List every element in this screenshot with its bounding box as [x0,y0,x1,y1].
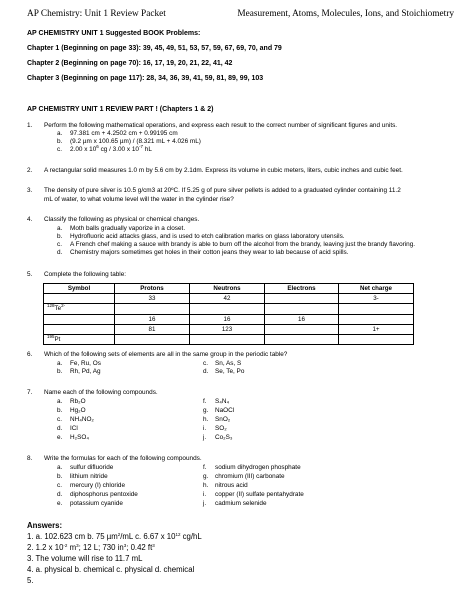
header-topics: Measurement, Atoms, Molecules, Ions, and Stoichiometry [237,9,454,19]
answers-title: Answers: [27,521,63,530]
q6-number: 6. [27,351,33,358]
q1-b-label: b. [57,138,63,145]
q4-a-label: a. [57,225,63,232]
q7-j: Co₂S₃ [215,434,233,441]
q8-e-label: e. [57,500,63,507]
review-title: AP CHEMISTRY UNIT 1 REVIEW PART ! (Chapters 1 & 2) [27,106,214,113]
table-cell [265,324,339,334]
table-cell-symbol: $^{128}Te^{2-}$ [44,304,115,314]
q7-g-label: g. [203,407,209,414]
table-header-cell: Neutrons [190,284,265,294]
table-row [44,294,414,304]
q4-number: 4. [27,216,33,223]
table-cell [190,304,265,314]
q8-f: sodium dihydrogen phosphate [215,464,301,471]
table-cell: 16 [265,314,339,324]
q6-a: Fe, Ru, Os [70,360,101,367]
table-cell [265,294,339,304]
q7-b-label: b. [57,407,63,414]
q2-number: 2. [27,167,33,174]
table-cell [339,334,414,344]
table-cell: 81 [115,324,190,334]
q4-b-label: b. [57,233,63,240]
q7-b: Hg₂O [70,407,86,414]
q7-i-label: i. [203,425,207,432]
table-cell: 1+ [339,324,414,334]
q8-e: potassium cyanide [70,500,123,507]
answer-1: 1. a. 102.623 cm b. 75 µm$^2$/mL c. 6.67 x $10^{12}$ cg/hL [27,532,202,541]
table-header-cell: Symbol [44,284,115,294]
q6-d: Se, Te, Po [215,368,245,375]
q4-b: Hydrofluoric acid attacks glass, and is used to etch calibration marks on glass laboratory utensils. [70,233,345,240]
q6-c-label: c. [203,360,208,367]
q3-line-1: The density of pure silver is 10.5 g/cm3 at 20ºC. If 5.25 g of pure silver pellets is added to a graduated cylinder containing 11.2 [44,187,401,194]
table-cell [115,304,190,314]
q8-d: diphosphorus pentoxide [70,491,138,498]
q1-a-label: a. [57,130,63,137]
table-cell: 33 [115,294,190,304]
table-cell-symbol: $^{195}$Pt [44,334,115,344]
table-cell: 16 [190,314,265,324]
q1-text: Perform the following mathematical operations, and express each result to the correct number of significant figures and units. [44,122,398,129]
suggested-title: AP CHEMISTRY UNIT 1 Suggested BOOK Problems: [27,30,201,37]
q4-d: Chemistry majors sometimes get holes in their cotton jeans they wear to lab because of acid spills. [70,249,349,256]
q8-b-label: b. [57,473,63,480]
q7-f: S₄N₄ [215,398,230,405]
q7-text: Name each of the following compounds. [44,389,158,396]
q8-j: cadmium selenide [215,500,267,507]
chapter-1-problems: Chapter 1 (Beginning on page 33): 39, 45, 49, 51, 53, 57, 59, 67, 69, 70, and 79 [27,45,282,52]
table-cell [44,294,115,304]
table-cell [265,304,339,314]
q7-h: SnO₂ [215,416,231,423]
q7-number: 7. [27,389,33,396]
q5-number: 5. [27,271,33,278]
table-cell [44,324,115,334]
q8-h: nitrous acid [215,482,248,489]
q7-d-label: d. [57,425,63,432]
table-cell [339,304,414,314]
q7-c-label: c. [57,416,62,423]
q7-g: NaOCl [215,407,235,414]
q7-c: NH₄NO₂ [70,416,94,423]
q7-d: ICl [70,425,78,432]
q7-h-label: h. [203,416,209,423]
table-cell [190,334,265,344]
q7-j-label: j. [203,434,207,441]
answer-2: 2. 1.2 x $10^{-2}$ $m^3$; 12 L; 730 $in^3$; 0.42 $ft^3$ [27,543,155,552]
q4-d-label: d. [57,249,63,256]
chapter-2-problems: Chapter 2 (Beginning on page 70): 16, 17, 19, 20, 21, 22, 41, 42 [27,60,233,67]
q1-b: (9.2 µm x 100.65 µm) / (8.321 mL + 4.026 mL) [70,138,201,145]
q4-a: Moth balls gradually vaporize in a closet. [70,225,186,232]
q8-g-label: g. [203,473,209,480]
answer-4: 4. a. physical b. chemical c. physical d. chemical [27,565,195,574]
q7-a-label: a. [57,398,63,405]
q4-text: Classify the following as physical or chemical changes. [44,216,200,223]
q8-c-label: c. [57,482,62,489]
q8-a: sulfur difluoride [70,464,114,471]
q8-a-label: a. [57,464,63,471]
table-header-cell: Net charge [339,284,414,294]
q8-text: Write the formulas for each of the following compounds. [44,455,202,462]
q8-i-label: i. [203,491,207,498]
q1-a: 97.381 cm + 4.2502 cm + 0.99195 cm [70,130,178,137]
q8-g: chromium (III) carbonate [215,473,285,480]
q6-a-label: a. [57,360,63,367]
q3-number: 3. [27,187,33,194]
table-header-cell: Protons [115,284,190,294]
q4-c-label: c. [57,241,62,248]
isotope-table [43,283,414,345]
q8-number: 8. [27,455,33,462]
q7-f-label: f. [203,398,207,405]
page-header [27,9,454,21]
q8-f-label: f. [203,464,207,471]
table-cell: 123 [190,324,265,334]
q6-d-label: d. [203,368,209,375]
header-title: AP Chemistry: Unit 1 Review Packet [27,9,166,19]
q8-h-label: h. [203,482,209,489]
table-row [44,314,414,324]
chapter-3-problems: Chapter 3 (Beginning on page 117): 28, 34, 36, 39, 41, 59, 81, 89, 99, 103 [27,75,264,82]
q7-a: Rb₂O [70,398,86,405]
table-cell: 16 [115,314,190,324]
q7-i: SO₂ [215,425,227,432]
q8-j-label: j. [203,500,207,507]
q1-c-label: c. [57,146,62,153]
answer-5: 5. [27,576,34,585]
table-cell [339,314,414,324]
table-row [44,334,414,344]
table-cell [44,314,115,324]
q5-text: Complete the following table: [44,271,127,278]
q6-b-label: b. [57,368,63,375]
table-cell: 42 [190,294,265,304]
q7-e: H₂SO₄ [70,434,89,441]
q1-c: 2.00 x $10^6$ cg / 3.00 x $10^{-7}$ hL [70,144,152,153]
q6-c: Sn, As, S [215,360,242,367]
table-header-row [44,284,414,294]
q4-c: A French chef making a sauce with brandy is able to burn off the alcohol from the brandy, leaving just the brandy flavoring. [70,241,416,248]
table-cell: 3- [339,294,414,304]
q6-b: Rh, Pd, Ag [70,368,101,375]
table-row [44,304,414,314]
answer-3: 3. The volume will rise to 11.7 mL [27,554,143,563]
q3-line-2: mL of water, to what volume level will the water in the cylinder rise? [44,196,234,203]
q8-i: copper (II) sulfate pentahydrate [215,491,304,498]
q7-e-label: e. [57,434,63,441]
q2-text: A rectangular solid measures 1.0 m by 5.6 cm by 2.1dm. Express its volume in cubic meters, liters, cubic inches and cubic feet. [44,167,403,174]
table-row [44,324,414,334]
table-cell [265,334,339,344]
q8-c: mercury (I) chloride [70,482,126,489]
q1-number: 1. [27,122,33,129]
table-cell [115,334,190,344]
table-header-cell: Electrons [265,284,339,294]
q8-d-label: d. [57,491,63,498]
q6-text: Which of the following sets of elements are all in the same group in the periodic table? [44,351,288,358]
q8-b: lithium nitride [70,473,108,480]
